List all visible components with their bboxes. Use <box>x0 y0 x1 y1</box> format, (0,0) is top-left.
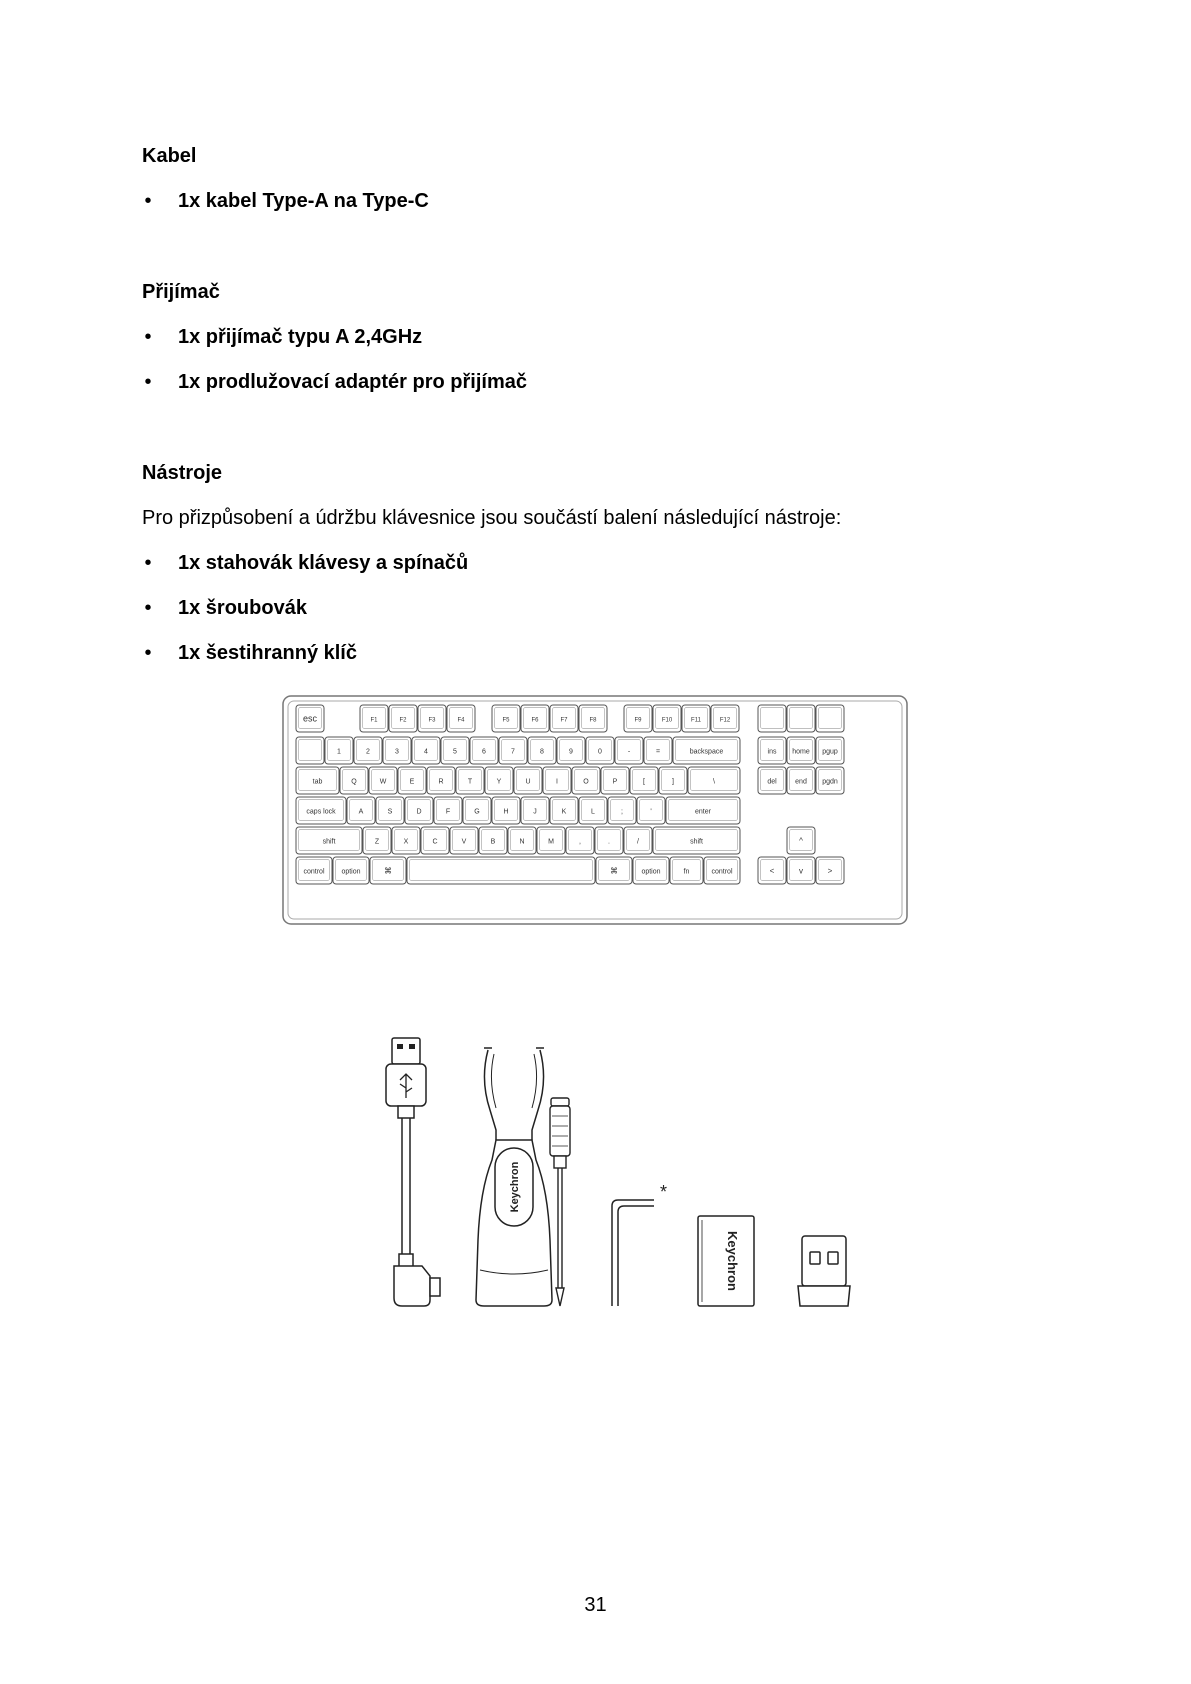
keyboard-key-label: control <box>711 868 733 876</box>
keyboard-key-label: J <box>533 808 537 816</box>
keyboard-key-label: B <box>490 838 496 846</box>
keyboard-key <box>407 857 595 884</box>
hex-key-mark: * <box>660 1182 668 1202</box>
keyboard-key-label: 1 <box>337 748 341 756</box>
keyboard-key-label: A <box>358 808 364 816</box>
keyboard-key-label: ⌘ <box>384 866 392 876</box>
keyboard-key-label: , <box>579 838 581 846</box>
keyboard-key-label: backspace <box>689 748 724 756</box>
list-item-text: 1x kabel Type-A na Type-C <box>178 190 429 212</box>
keyboard-key-label: ' <box>650 808 652 816</box>
keyboard-key-label: E <box>409 778 415 786</box>
heading-prijimac: Přijímač <box>142 281 220 303</box>
puller-brand-label: Keychron <box>509 1161 521 1213</box>
accessories-illustration <box>380 1030 910 1340</box>
keyboard-key-label: F10 <box>661 717 673 724</box>
keyboard-key-label: 4 <box>424 748 428 756</box>
intro-paragraph: Pro přizpůsobení a údržbu klávesnice jsou součástí balení následující nástroje: <box>142 507 842 529</box>
keyboard-key-label: 2 <box>366 748 370 756</box>
keyboard-key-label: end <box>795 778 807 786</box>
list-item-text: 1x prodlužovací adaptér pro přijímač <box>178 371 527 393</box>
list-item-text: 1x přijímač typu A 2,4GHz <box>178 326 423 348</box>
keyboard-key-label: K <box>561 808 567 816</box>
keyboard-key-label: F9 <box>634 717 642 724</box>
keyboard-key-label: control <box>303 868 325 876</box>
hex-key-drawing <box>612 1182 667 1306</box>
keyboard-key-label: F3 <box>428 717 436 724</box>
keyboard-key-label: C <box>432 838 438 846</box>
keyboard-key-label: F <box>445 808 451 816</box>
keyboard-key-label: shift <box>690 838 703 846</box>
keyboard-key-label: F7 <box>560 717 568 724</box>
keyboard-key-label: 6 <box>482 748 486 756</box>
keyboard-key-label: F6 <box>531 717 539 724</box>
keyboard-key-label: F1 <box>370 717 378 724</box>
keyboard-key-label: ins <box>767 748 777 756</box>
keyboard-key-label: \ <box>713 778 715 786</box>
bullet: • <box>144 190 152 212</box>
bullet: • <box>144 552 152 574</box>
keyboard-key-label: > <box>827 866 833 876</box>
keyboard-key <box>816 705 844 732</box>
list-item-text: 1x stahovák klávesy a spínačů <box>178 552 469 574</box>
keyboard-key-label: enter <box>695 808 711 816</box>
keyboard-key-label: 0 <box>598 748 602 756</box>
receiver-adapter-drawing <box>698 1216 754 1306</box>
keyboard-key-label: 5 <box>453 748 457 756</box>
keyboard-key-label: option <box>341 868 361 876</box>
keyboard-key-label: del <box>767 778 777 786</box>
bullet: • <box>144 642 152 664</box>
keyboard-key-label: F11 <box>691 717 701 724</box>
keyboard-key-label: 9 <box>569 748 573 756</box>
keyboard-key-label: Y <box>496 778 502 786</box>
list-item-text: 1x šroubovák <box>178 597 307 619</box>
keyboard-illustration <box>282 695 908 925</box>
screwdriver-drawing <box>550 1098 570 1306</box>
page-number: 31 <box>584 1594 607 1616</box>
keyboard-key-label: 8 <box>540 748 544 756</box>
keyboard-key-label: < <box>769 866 775 876</box>
keyboard-key-label: D <box>416 808 422 816</box>
keyboard-key-label: M <box>548 838 554 846</box>
keyboard-key-label: pgup <box>822 748 838 756</box>
keyboard-key-label: caps lock <box>306 808 336 816</box>
keyboard-key <box>758 705 786 732</box>
usb-receiver-drawing <box>798 1236 850 1306</box>
keyboard-key-label: home <box>792 748 810 756</box>
keyboard-key-label: S <box>387 808 393 816</box>
keyboard-key-label: 7 <box>511 748 515 756</box>
keyboard-key-label: v <box>799 866 803 876</box>
keyboard-key-label: W <box>379 778 387 786</box>
keyboard-key-label: L <box>591 808 595 816</box>
keyboard-key-label: Z <box>374 838 380 846</box>
keyboard-key-label: H <box>503 808 509 816</box>
keyboard-key-label: - <box>627 748 631 756</box>
list-item-text: 1x šestihranný klíč <box>178 642 357 664</box>
keyboard-key-label: T <box>467 778 473 786</box>
keyboard-key-label: pgdn <box>822 778 838 786</box>
keyboard-key-label: R <box>438 778 444 786</box>
keyboard-key-label: N <box>519 838 525 846</box>
keyboard-key-label: = <box>655 748 661 756</box>
keyboard-key-label: F4 <box>457 717 465 724</box>
keyboard-key-label: X <box>403 838 409 846</box>
keyboard-key-label: ; <box>621 808 623 816</box>
keyboard-key-label: P <box>612 778 618 786</box>
keyboard-key-label: F2 <box>399 717 407 724</box>
bullet: • <box>144 326 152 348</box>
keyboard-key-label: O <box>583 778 589 786</box>
keyboard-key-label: F12 <box>719 717 731 724</box>
keyboard-key-label: ] <box>672 778 674 786</box>
keyboard-key-label: V <box>461 838 467 846</box>
keyboard-key-label: fn <box>683 868 690 876</box>
keyboard-key-label: G <box>474 808 480 816</box>
keyboard-key-label: ^ <box>799 836 803 846</box>
keyboard-key-label: esc <box>302 713 318 724</box>
keyboard-key-label: option <box>641 868 661 876</box>
key-puller-drawing <box>476 1048 552 1306</box>
keyboard-key-label: shift <box>322 838 336 846</box>
keyboard-key-label: F8 <box>589 717 597 724</box>
heading-kabel: Kabel <box>142 145 197 167</box>
bullet: • <box>144 597 152 619</box>
keyboard-key-label: I <box>556 778 558 786</box>
keyboard-key-label: ⌘ <box>610 866 618 876</box>
usb-cable-drawing <box>386 1038 440 1306</box>
keyboard-key-label: F5 <box>502 717 510 724</box>
keyboard-key-label: 3 <box>395 748 399 756</box>
keyboard-key-label: . <box>608 838 610 846</box>
bullet: • <box>144 371 152 393</box>
adapter-brand-label: Keychron <box>725 1231 740 1291</box>
keyboard-key <box>787 705 815 732</box>
heading-nastroje: Nástroje <box>142 462 223 484</box>
keyboard-key <box>296 737 324 764</box>
keyboard-key-label: tab <box>312 778 323 786</box>
keyboard-key-label: Q <box>351 778 357 786</box>
keyboard-key-label: / <box>637 838 639 846</box>
keyboard-key-label: U <box>525 778 531 786</box>
keyboard-key-label: [ <box>643 778 645 786</box>
